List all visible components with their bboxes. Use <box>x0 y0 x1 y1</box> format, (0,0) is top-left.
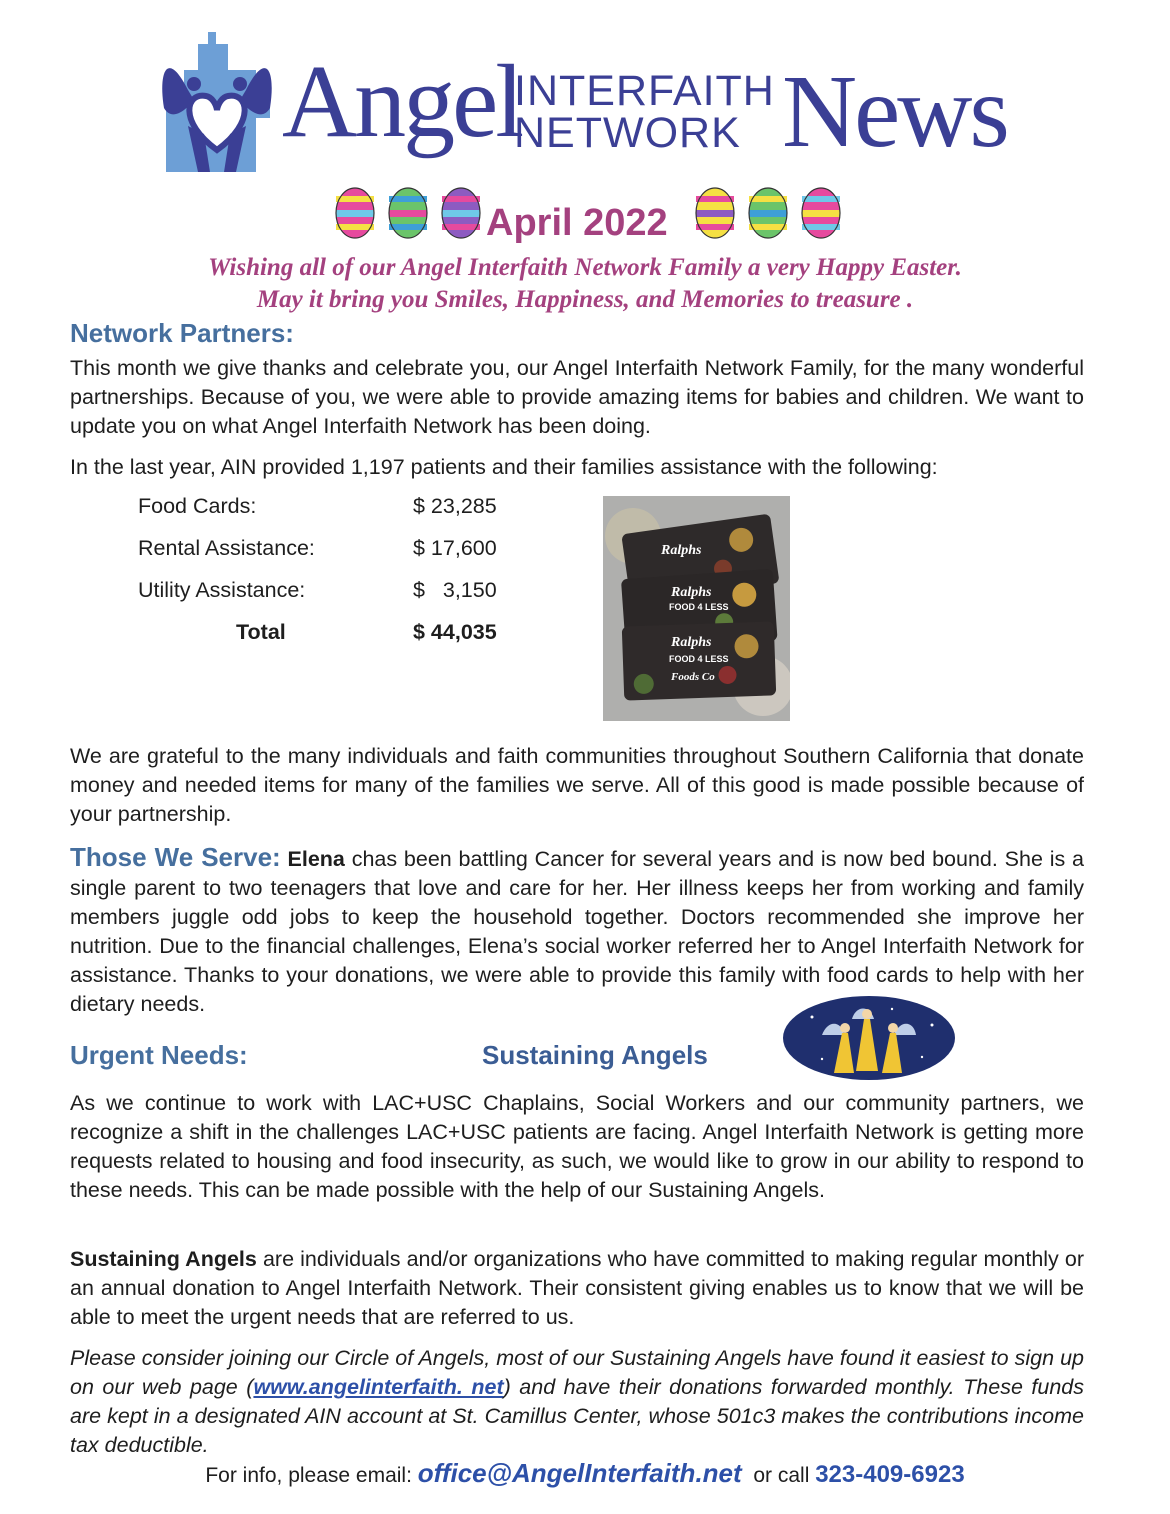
contact-prefix: For info, please email: <box>205 1464 418 1487</box>
allocation-value: $ 3,150 <box>413 578 497 602</box>
circle-text-b: ) and have their donations forwarded monthly. These funds are kept in a designated AIN account at St. Camillus Center, whose 501c3 makes the contributions income tax deductible. <box>70 1375 1085 1457</box>
allocation-value: $ 17,600 <box>413 536 497 560</box>
issue-date: April 2022 <box>486 202 668 244</box>
allocation-row-total <box>138 620 518 650</box>
angels-heart-building-icon <box>158 30 276 172</box>
easter-egg-icon <box>800 184 842 240</box>
urgent-paragraph: As we continue to work with LAC+USC Chaplains, Social Workers and our community partners, we recognize a shift in the challenges LAC+USC patients are facing. Angel Interfaith Network is getting more requests related to housing and food insecurity, as such, we would like to grow in our ability to respond to these needs. This can be made possible with the help of our Sustaining Angels. <box>70 1091 1084 1202</box>
brand-news: News <box>782 54 1007 169</box>
easter-egg-icon <box>747 184 789 240</box>
circle-text-a: Please consider joining our Circle of Angels, most of our Sustaining Angels have found it easiest to sign up on our web page ( <box>70 1346 1084 1399</box>
photo-brand-foodsco: Foods Co <box>671 671 715 683</box>
allocation-label: Rental Assistance: <box>138 536 315 560</box>
easter-egg-icon <box>694 184 736 240</box>
circle-of-angels-paragraph <box>70 1344 1084 1460</box>
contact-mid: or call <box>741 1464 816 1487</box>
total-value: $ 44,035 <box>413 620 497 644</box>
photo-brand-ralphs: Ralphs <box>671 585 712 600</box>
allocation-row-food <box>138 494 518 524</box>
client-name: Elena <box>287 847 345 871</box>
allocation-row-rental <box>138 536 518 566</box>
photo-brand-food4less: FOOD 4 LESS <box>669 654 729 664</box>
brand-angel: Angel <box>282 44 522 159</box>
easter-egg-icon <box>440 184 482 240</box>
photo-brand-ralphs: Ralphs <box>671 635 712 650</box>
allocation-row-utility <box>138 578 518 608</box>
angels-illustration-icon <box>782 995 957 1081</box>
contact-footer <box>0 1458 1170 1489</box>
brand-interfaith-network <box>514 67 775 157</box>
allocation-label: Food Cards: <box>138 494 257 518</box>
partners-intro: This month we give thanks and celebrate you, our Angel Interfaith Network Family, for the many wonderful partnerships. Because of you, we were able to provide amazing items for babies and children. We want to update you on what Angel Interfaith Network has been doing. <box>70 356 1084 438</box>
sustaining-angels-heading: Sustaining Angels <box>482 1040 708 1070</box>
allocation-label: Utility Assistance: <box>138 578 306 602</box>
brand-interfaith: INTERFAITH <box>514 67 775 115</box>
brand-network: NETWORK <box>514 109 741 157</box>
network-partners-heading: Network Partners: <box>70 318 294 348</box>
photo-brand-ralphs: Ralphs <box>661 543 702 558</box>
website-link[interactable]: www.angelinterfaith. net <box>253 1375 504 1399</box>
contact-phone: 323-409-6923 <box>815 1461 965 1488</box>
gift-cards-photo <box>603 496 790 721</box>
allocation-value: $ 23,285 <box>413 494 497 518</box>
easter-egg-icon <box>334 184 376 240</box>
sustaining-angels-paragraph <box>70 1245 1084 1332</box>
urgent-needs-heading: Urgent Needs: <box>70 1040 248 1070</box>
those-we-serve-section <box>70 843 1084 1019</box>
sustaining-angels-text: are individuals and/or organizations who have committed to making regular monthly or an annual donation to Angel Interfaith Network. Their consistent giving enables us to know that we will be able to meet the urgent needs that are referred to us. <box>70 1247 1085 1329</box>
client-story: chas been battling Cancer for several years and is now bed bound. She is a single parent to two teenagers that love and care for her. Her illness keeps her from working and family members juggle odd jobs to keep the household together. Doctors recommended she improve her nutrition. Due to the financial challenges, Elena’s social worker referred her to Angel Interfaith Network for assistance. Thanks to your donations, we were able to provide this family with food cards to help with her dietary needs. <box>70 847 1084 1016</box>
those-we-serve-heading: Those We Serve: <box>70 842 281 872</box>
photo-brand-food4less: FOOD 4 LESS <box>669 602 729 612</box>
grateful-paragraph: We are grateful to the many individuals and faith communities throughout Southern California that donate money and needed items for many of the families we serve. All of this good is made possible because of your partnership. <box>70 744 1084 826</box>
easter-greeting-line-2: May it bring you Smiles, Happiness, and Memories to treasure . <box>256 286 914 313</box>
easter-egg-icon <box>387 184 429 240</box>
contact-email-link[interactable]: office@AngelInterfaith.net <box>417 1458 742 1488</box>
total-label: Total <box>236 620 286 644</box>
easter-greeting-line-1: Wishing all of our Angel Interfaith Network Family a very Happy Easter. <box>208 254 962 281</box>
partners-summary: In the last year, AIN provided 1,197 patients and their families assistance with the following: <box>70 455 938 479</box>
sustaining-angels-bold: Sustaining Angels <box>70 1247 257 1271</box>
